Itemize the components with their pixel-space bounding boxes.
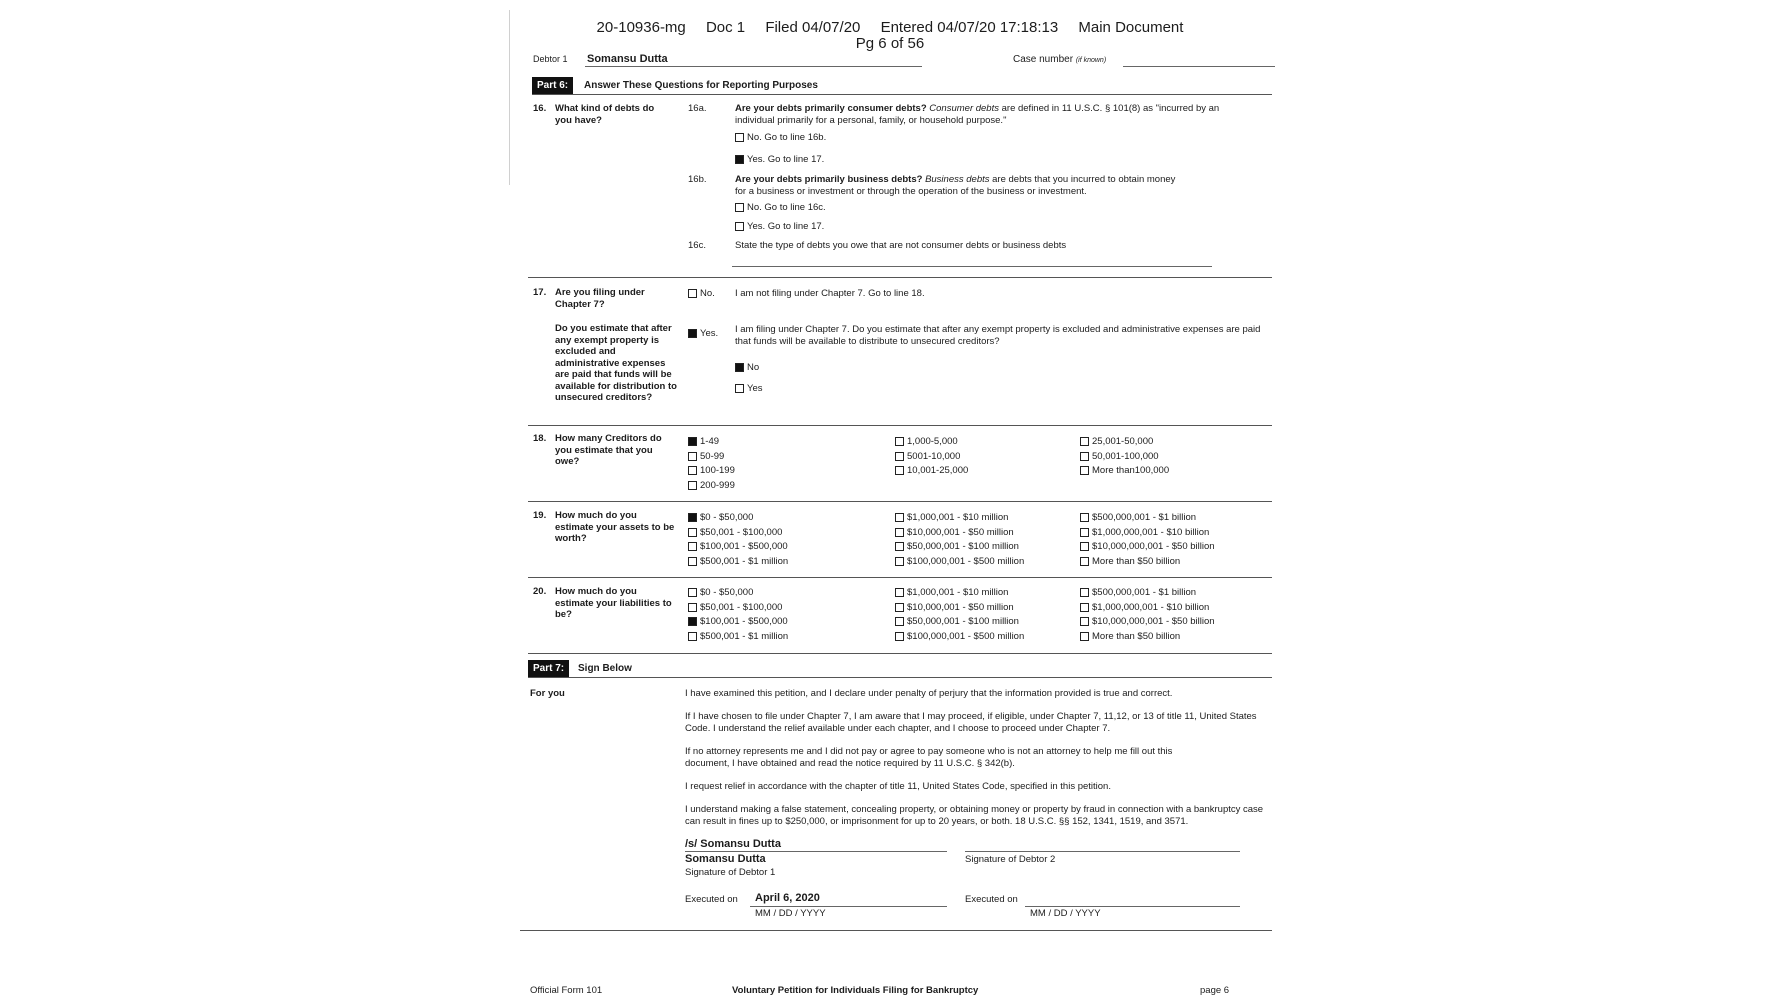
checkbox-label: $10,000,000,001 - $50 billion — [1092, 541, 1215, 552]
checkbox-label: $100,000,001 - $500 million — [907, 630, 1025, 642]
debtor1-printed-name: Somansu Dutta — [685, 853, 766, 865]
checkbox-box — [1080, 557, 1089, 566]
q19-option-checkbox[interactable] — [688, 556, 788, 567]
checkbox-box — [895, 466, 904, 475]
q19-option-checkbox[interactable] — [688, 512, 753, 523]
checkbox-box — [895, 603, 904, 612]
q18-option-checkbox[interactable] — [688, 451, 724, 462]
checkbox-box — [1080, 542, 1089, 551]
checkbox-label: $500,000,001 - $1 billion — [1092, 587, 1197, 598]
declaration-p4: I request relief in accordance with the chapter of title 11, United States Code, specified in this petition. — [685, 781, 1111, 792]
declaration-p3: If no attorney represents me and I did not pay or agree to pay someone who is not an attorney to help me fill out this document, I have obtained and read the notice required by 11 U.S.C. § 342(b). — [685, 746, 1173, 769]
executed-on-label-1: Executed on — [685, 894, 738, 905]
executed-on-label-2: Executed on — [965, 894, 1018, 905]
q16c-id: 16c. — [688, 240, 706, 251]
q17-question: Are you filing under Chapter 7? — [555, 287, 645, 310]
checkbox-label: 1-49 — [700, 436, 720, 447]
checkbox-label: More than100,000 — [1092, 465, 1170, 476]
checkbox-box — [688, 542, 697, 551]
q19-question: How much do you estimate your assets to be worth? — [555, 510, 675, 544]
checkbox-box — [895, 542, 904, 551]
q20-option-checkbox[interactable] — [688, 616, 788, 627]
q19-number: 19. — [533, 510, 547, 521]
part6-title: Answer These Questions for Reporting Purposes — [584, 80, 818, 91]
checkbox-box — [1080, 588, 1089, 597]
executed-on-field-2[interactable] — [1025, 906, 1240, 907]
checkbox-box — [688, 632, 697, 641]
date-format-hint-1: MM / DD / YYYY — [755, 908, 826, 919]
checkbox-label: 200-999 — [700, 479, 735, 491]
checkbox-label: $1,000,000,001 - $10 billion — [1092, 526, 1210, 538]
checkbox-box — [688, 513, 697, 522]
q16-question: What kind of debts do you have? — [555, 103, 655, 126]
for-you-label: For you — [530, 688, 565, 699]
q18-number: 18. — [533, 433, 547, 444]
q16-number: 16. — [533, 103, 547, 114]
q20-option-checkbox[interactable] — [895, 602, 1014, 613]
checkbox-box — [1080, 466, 1089, 475]
q19-option-checkbox[interactable] — [895, 527, 1014, 538]
checkbox-label: $500,001 - $1 million — [700, 630, 789, 642]
q20-option-checkbox[interactable] — [688, 631, 788, 642]
page-indicator: Pg 6 of 56 — [855, 35, 925, 52]
q19-option-checkbox[interactable] — [1080, 541, 1215, 552]
q19-option-checkbox[interactable] — [895, 541, 1019, 552]
divider — [528, 501, 1272, 502]
divider — [528, 577, 1272, 578]
court-header — [510, 20, 1270, 52]
checkbox-box — [895, 437, 904, 446]
checkbox-label: $1,000,001 - $10 million — [907, 587, 1009, 598]
checkbox-label: $1,000,001 - $10 million — [907, 512, 1009, 523]
q17-no-text: I am not filing under Chapter 7. Go to line 18. — [735, 288, 925, 299]
checkbox-box — [895, 452, 904, 461]
filed-date: Filed 04/07/20 — [765, 19, 861, 36]
checkbox-label: $500,001 - $1 million — [700, 555, 789, 567]
checkbox-label: $500,000,001 - $1 billion — [1092, 512, 1197, 523]
checkbox-label: 10,001-25,000 — [907, 465, 969, 476]
part7-tag: Part 7: — [528, 660, 569, 677]
q18-option-checkbox[interactable] — [1080, 451, 1159, 462]
q16b-yes-checkbox[interactable]: Yes. Go to line 17. — [735, 221, 824, 232]
checkbox-box — [895, 588, 904, 597]
debtor-row — [533, 53, 1270, 69]
q18-option-checkbox[interactable] — [1080, 436, 1153, 447]
q16b-text: Are your debts primarily business debts? Business debts are debts that you incurred to obtain money for a business or investment or through the operation of the business or investment. — [735, 174, 1176, 197]
q20-option-checkbox[interactable] — [688, 587, 753, 598]
document-page — [510, 0, 1270, 1000]
q18-option-checkbox[interactable] — [688, 465, 735, 476]
checkbox-label: $10,000,001 - $50 million — [907, 526, 1014, 538]
checkbox-label: More than $50 billion — [1092, 555, 1181, 567]
debtor1-signature: /s/ Somansu Dutta — [685, 838, 781, 850]
footer-page: page 6 — [1200, 985, 1230, 996]
checkbox-label: 50,001-100,000 — [1092, 450, 1159, 462]
checkbox-box — [1080, 452, 1089, 461]
checkbox-label: More than $50 billion — [1092, 630, 1181, 642]
q20-option-checkbox[interactable] — [1080, 587, 1196, 598]
case-number-field — [1123, 66, 1275, 67]
checkbox-box — [688, 452, 697, 461]
debtor2-signature-label: Signature of Debtor 2 — [965, 854, 1056, 865]
checkbox-label: 100-199 — [700, 465, 735, 476]
q19-option-checkbox[interactable] — [895, 556, 1024, 567]
footer-title: Voluntary Petition for Individuals Filing for Bankruptcy — [732, 985, 979, 996]
case-number-label: Case number (if known) — [1013, 54, 1107, 65]
q18-option-checkbox[interactable] — [895, 465, 968, 476]
main-document-label: Main Document — [1078, 19, 1184, 36]
checkbox-label: $100,001 - $500,000 — [700, 541, 788, 552]
q16a-id: 16a. — [688, 103, 707, 114]
checkbox-box — [688, 466, 697, 475]
q20-option-checkbox[interactable] — [1080, 602, 1209, 613]
declaration-p2: If I have chosen to file under Chapter 7, I am aware that I may proceed, if eligible, under Chapter 7, 11,12, or 13 of title 11, United States Code. I understand the relief available under each chapter, and I choose to proceed under Chapter 7. — [685, 711, 1257, 734]
q16c-input-line[interactable] — [732, 266, 1212, 267]
q19-option-checkbox[interactable] — [1080, 556, 1180, 567]
q20-option-checkbox[interactable] — [895, 616, 1019, 627]
q16c-text: State the type of debts you owe that are not consumer debts or business debts — [735, 240, 1067, 251]
q19-option-checkbox[interactable] — [895, 512, 1008, 523]
q16a-text: Are your debts primarily consumer debts? Consumer debts are defined in 11 U.S.C. § 101(8) as "incurred by an individual primarily for a personal, family, or household purpose." — [735, 103, 1220, 126]
q18-option-checkbox[interactable] — [688, 436, 719, 447]
date-format-hint-2: MM / DD / YYYY — [1030, 908, 1101, 919]
declaration-p1: I have examined this petition, and I declare under penalty of perjury that the information provided is true and correct. — [685, 688, 1173, 699]
executed-on-date-1: April 6, 2020 — [755, 892, 820, 904]
checkbox-box — [688, 528, 697, 537]
footer-form-name: Official Form 101 — [530, 985, 603, 996]
q17-funds-no-checkbox[interactable]: No — [735, 362, 759, 373]
q16b-no-checkbox[interactable]: No. Go to line 16c. — [735, 202, 826, 213]
q17-no-checkbox[interactable]: No. — [688, 288, 715, 299]
checkbox-label: $10,000,001 - $50 million — [907, 601, 1014, 613]
q18-option-checkbox[interactable] — [895, 451, 960, 462]
checkbox-label: 1,000-5,000 — [907, 436, 958, 447]
q20-option-checkbox[interactable] — [895, 631, 1024, 642]
q20-question: How much do you estimate your liabilities to be? — [555, 586, 672, 620]
q19-option-checkbox[interactable] — [688, 527, 782, 538]
divider — [528, 277, 1272, 278]
q16a-no-checkbox[interactable]: No. Go to line 16b. — [735, 132, 826, 143]
checkbox-box — [1080, 528, 1089, 537]
checkbox-label: 50-99 — [700, 450, 725, 462]
executed-on-field-1[interactable] — [750, 906, 947, 907]
checkbox-box — [895, 528, 904, 537]
part6-tag: Part 6: — [532, 77, 573, 94]
checkbox-box — [688, 588, 697, 597]
part6-header — [532, 77, 1272, 95]
q17-number: 17. — [533, 287, 547, 298]
checkbox-label: $50,000,001 - $100 million — [907, 616, 1019, 627]
checkbox-box — [1080, 617, 1089, 626]
checkbox-box — [1080, 603, 1089, 612]
q17-funds-yes-checkbox[interactable]: Yes — [735, 383, 763, 394]
q20-option-checkbox[interactable] — [1080, 631, 1180, 642]
divider — [528, 653, 1272, 654]
q20-option-checkbox[interactable] — [895, 587, 1008, 598]
checkbox-box — [688, 603, 697, 612]
q17-sub-question: Do you estimate that after any exempt property is excluded and administrative expenses are paid that funds will be available for distribution to unsecured creditors? — [555, 323, 677, 403]
doc-number: Doc 1 — [705, 19, 746, 36]
part7-title: Sign Below — [578, 663, 632, 674]
checkbox-box — [895, 557, 904, 566]
declaration-p5: I understand making a false statement, concealing property, or obtaining money or property by fraud in connection with a bankruptcy case can result in fines up to $250,000, or imprisonment for up to 20 years, or both. 18 U.S.C. §§ 152, 1341, 1519, and 3571. — [685, 804, 1264, 827]
q17-yes-checkbox[interactable]: Yes. — [688, 328, 718, 339]
divider — [520, 930, 1272, 931]
q20-number: 20. — [533, 586, 547, 597]
q16a-yes-checkbox[interactable]: Yes. Go to line 17. — [735, 154, 824, 165]
debtor1-signature-label: Signature of Debtor 1 — [685, 867, 776, 878]
checkbox-box — [688, 481, 697, 490]
checkbox-label: $0 - $50,000 — [700, 512, 754, 523]
case-number-header: 20-10936-mg — [596, 19, 686, 36]
checkbox-box — [688, 437, 697, 446]
q18-option-checkbox[interactable] — [688, 480, 735, 491]
case-hint: (if known) — [1075, 57, 1107, 64]
checkbox-box — [1080, 513, 1089, 522]
checkbox-box — [688, 557, 697, 566]
debtor-name: Somansu Dutta — [585, 53, 922, 67]
q18-question: How many Creditors do you estimate that you owe? — [555, 433, 662, 467]
checkbox-label: $10,000,000,001 - $50 billion — [1092, 616, 1215, 627]
checkbox-box — [895, 632, 904, 641]
checkbox-box — [1080, 632, 1089, 641]
q20-option-checkbox[interactable] — [688, 602, 782, 613]
q19-option-checkbox[interactable] — [688, 541, 788, 552]
q17-yes-text: I am filing under Chapter 7. Do you estimate that after any exempt property is excluded and administrative expenses are paid that funds will be available to distribute to unsecured creditors? — [735, 324, 1261, 347]
q18-option-checkbox[interactable] — [1080, 465, 1169, 476]
entered-date: Entered 04/07/20 17:18:13 — [880, 19, 1059, 36]
part7-header — [528, 660, 1272, 678]
debtor2-signature-line[interactable] — [965, 851, 1240, 852]
checkbox-box — [688, 617, 697, 626]
divider — [528, 425, 1272, 426]
checkbox-label: $50,001 - $100,000 — [700, 526, 783, 538]
debtor-label: Debtor 1 — [533, 54, 568, 64]
q16b-id: 16b. — [688, 174, 707, 185]
checkbox-box — [895, 617, 904, 626]
q20-option-checkbox[interactable] — [1080, 616, 1215, 627]
checkbox-box — [1080, 437, 1089, 446]
checkbox-label: $0 - $50,000 — [700, 587, 754, 598]
debtor1-signature-line[interactable] — [685, 851, 947, 852]
checkbox-label: $100,001 - $500,000 — [700, 616, 788, 627]
q18-option-checkbox[interactable] — [895, 436, 958, 447]
checkbox-label: 25,001-50,000 — [1092, 436, 1154, 447]
checkbox-box — [895, 513, 904, 522]
q19-option-checkbox[interactable] — [1080, 512, 1196, 523]
checkbox-label: 5001-10,000 — [907, 450, 961, 462]
q19-option-checkbox[interactable] — [1080, 527, 1209, 538]
checkbox-label: $100,000,001 - $500 million — [907, 555, 1025, 567]
checkbox-label: $50,001 - $100,000 — [700, 601, 783, 613]
checkbox-label: $50,000,001 - $100 million — [907, 541, 1019, 552]
checkbox-label: $1,000,000,001 - $10 billion — [1092, 601, 1210, 613]
